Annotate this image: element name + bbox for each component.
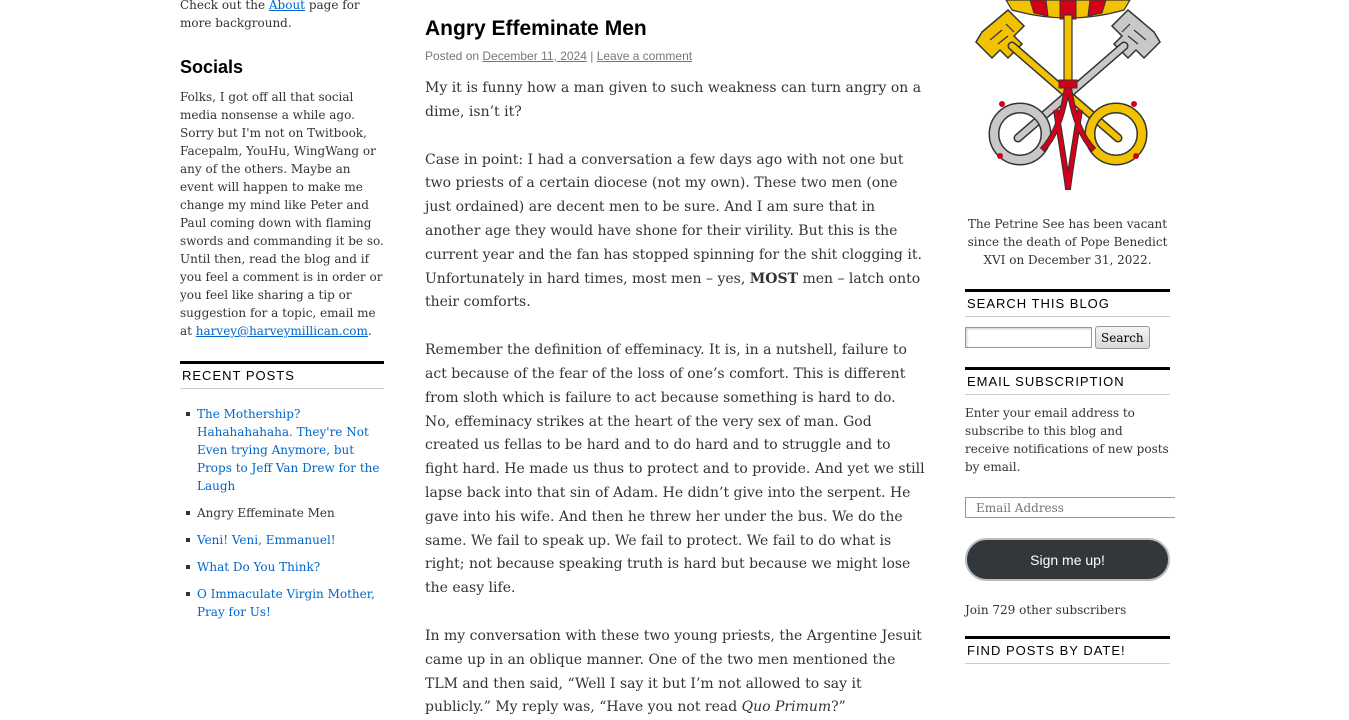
post-title[interactable]: Angry Effeminate Men [425, 17, 647, 40]
recent-post-link[interactable]: What Do You Think? [197, 560, 321, 574]
list-item [180, 504, 384, 522]
email-widget-title: EMAIL SUBSCRIPTION [965, 367, 1170, 395]
archive-widget-title: FIND POSTS BY DATE! [965, 636, 1170, 664]
crossed-keys-emblem [968, 0, 1168, 200]
recent-post-current: Angry Effeminate Men [197, 506, 335, 520]
about-suffix: page for more background. [180, 0, 360, 30]
list-item [180, 585, 384, 621]
left-sidebar [180, 0, 384, 630]
recent-posts-title: RECENT POSTS [180, 361, 384, 389]
p2-text-b: men – latch onto their comforts. [425, 270, 921, 311]
search-widget [965, 289, 1170, 349]
search-form [965, 326, 1170, 349]
sede-vacante-note: The Petrine See has been vacant since the death of Pope Benedict XVI on December 31, 2022. [967, 217, 1168, 267]
posted-on-label: Posted on [425, 49, 483, 63]
subscriber-count: Join 729 other subscribers [965, 603, 1127, 617]
search-button[interactable]: Search [1095, 326, 1150, 349]
post-meta [425, 49, 925, 63]
recent-post-link[interactable]: Veni! Veni, Emmanuel! [197, 533, 336, 547]
list-item [180, 405, 384, 495]
post-date-link[interactable]: December 11, 2024 [482, 49, 587, 63]
search-widget-title: SEARCH THIS BLOG [965, 289, 1170, 317]
p2-bold: MOST [749, 270, 798, 287]
leave-comment-link[interactable]: Leave a comment [596, 49, 693, 63]
recent-post-link[interactable]: O Immaculate Virgin Mother, Pray for Us! [197, 587, 375, 619]
email-subscription-widget [965, 367, 1170, 619]
paragraph-2 [425, 149, 925, 316]
socials-body: Folks, I got off all that social media nonsense a while ago. Sorry but I'm not on Twitbook, Facepalm, YouHu, WingWang or any of the others. Maybe an event will happen to make me change my mind like Peter and Paul coming down with flaming swords and commanding it be so. Until then, read the blog and if you feel a comment is in order or you feel like sharing a tip or suggestion for a topic, email me at [180, 90, 384, 338]
archive-widget [965, 636, 1170, 664]
about-text [180, 0, 384, 32]
sign-me-up-button[interactable]: Sign me up! [965, 538, 1170, 581]
paragraph-1: My it is funny how a man given to such weakness can turn angry on a dime, isn’t it? [425, 80, 922, 120]
paragraph-4 [425, 625, 925, 720]
about-link[interactable]: About [268, 0, 305, 12]
list-item [180, 531, 384, 549]
meta-separator: | [586, 49, 597, 63]
about-prefix: Check out the [180, 0, 269, 12]
email-field[interactable] [965, 497, 1175, 518]
recent-post-link[interactable]: The Mothership? Hahahahahaha. They're Not Even trying Anymore, but Props to Jeff Van Drew for the Laugh [197, 407, 380, 493]
socials-end: . [367, 324, 372, 338]
p4-text-a: In my conversation with these two young priests, the Argentine Jesuit came up in an oblique manner. One of the two men mentioned the TLM and then said, “Well I say it but I’m not allowed to say it publicly.” My reply was, “Have you not read [425, 627, 922, 716]
paragraph-3: Remember the definition of effeminacy. It is, in a nutshell, failure to act because of the fear of the loss of one’s comfort. This is different from sloth which is failure to act because something is hard to do. No, effeminacy strikes at the heart of the very sex of man. God created us fellas to be hard and to do hard and to struggle and to fight hard. He made us thus to protect and to provide. And yet we still lapse back into that sin of Adam. He didn’t give into the serpent. He gave into his wife. And then he threw her under the bus. We do the same. We fail to speak up. We fail to protect. We fail to do what is right; not because speaking truth is hard but because we might lose the easy life. [425, 342, 925, 597]
socials-text [180, 88, 384, 340]
search-input[interactable] [965, 327, 1092, 348]
list-item [180, 558, 384, 576]
right-sidebar [965, 0, 1170, 664]
socials-heading: Socials [180, 57, 244, 77]
main-content [425, 16, 925, 720]
email-link[interactable]: harvey@harveymillican.com [195, 324, 368, 338]
recent-posts-list [180, 405, 384, 621]
p2-text-a: Case in point: I had a conversation a few days ago with not one but two priests of a certain diocese (not my own). These two men (one just ordained) are decent men to be sure. And I am sure that in another age they would have shone for their virility. But this is the current year and the fan has stopped spinning for the shit clogging it. Unfortunately in hard times, most men – yes, [425, 151, 922, 287]
email-description: Enter your email address to subscribe to this blog and receive notifications of new posts by email. [965, 406, 1169, 474]
p4-text-b: ?” [831, 699, 846, 716]
p4-italic: Quo Primum [741, 699, 832, 716]
